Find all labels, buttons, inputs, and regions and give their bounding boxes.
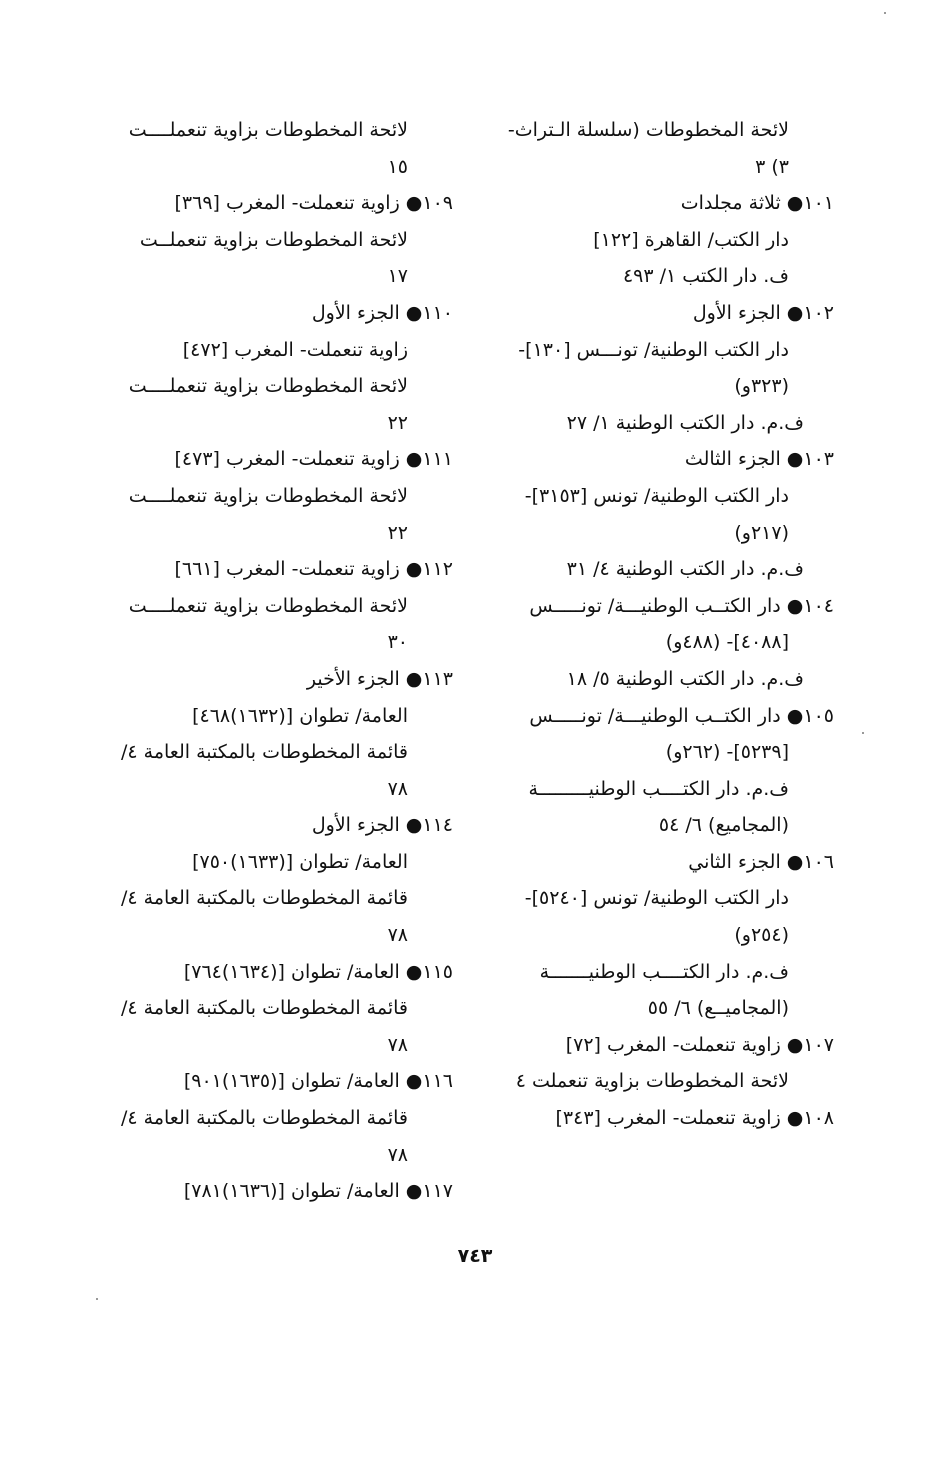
entry-line: قائمة المخطوطات بالمكتبة العامة ٤/ — [120, 887, 408, 910]
entry-heading: ١١٥● العامة/ تطوان [(١٦٣٤)٧٦٤] — [183, 960, 453, 983]
entry-line: (٢١٧و) — [734, 521, 789, 544]
entry-line: لائحة المخطوطات بزاوية تنعملت ٤ — [515, 1070, 789, 1093]
entry-line: دار الكتب الوطنية/ تونس [٣١٥٣]- — [524, 484, 789, 507]
entry-line: ف. دار الكتب ١/ ٤٩٣ — [622, 265, 789, 288]
entry-line: (المجاميع) ٦/ ٥٤ — [658, 814, 789, 837]
entry-line: دار الكتب الوطنية/ تونس [٥٢٤٠]- — [524, 887, 789, 910]
page-number: ٧٤٣ — [457, 1245, 493, 1267]
entry-line: دار الكتب الوطنية/ تونـــس [١٣٠]- — [518, 338, 789, 361]
entry-line: العامة/ تطوان [(١٦٣٢)٤٦٨] — [192, 704, 408, 727]
entry-heading: ١١٤● الجزء الأول — [311, 814, 453, 837]
entry-line: العامة/ تطوان [(١٦٣٣)٧٥٠] — [192, 850, 408, 873]
scan-speck — [862, 732, 864, 734]
entry-line: لائحة المخطوطات بزاوية تنعملــــت — [128, 119, 408, 141]
left-column — [108, 112, 453, 1210]
entry-line: لائحة المخطوطات بزاوية تنعملــــت — [128, 594, 408, 617]
entry-line: لائحة المخطوطات (سلسلة الـتراث- — [507, 119, 789, 141]
entry-line: ف.م. دار الكتب الوطنية ١/ ٢٧ — [566, 411, 804, 434]
entry-heading: ١٠٨● زاوية تنعملت- المغرب [٣٤٣] — [555, 1107, 834, 1130]
entry-line: ف.م. دار الكتب الوطنية ٤/ ٣١ — [566, 558, 804, 581]
entry-line: لائحة المخطوطات بزاوية تنعملــــت — [128, 375, 408, 398]
entry-line: قائمة المخطوطات بالمكتبة العامة ٤/ — [120, 741, 408, 764]
entry-heading: ١٠٩● زاوية تنعملت- المغرب [٣٦٩] — [174, 192, 453, 215]
entry-heading: ١١٠● الجزء الأول — [311, 301, 453, 324]
entry-line: ٣) ٣ — [755, 155, 789, 178]
entry-line: ٢٢ — [387, 411, 408, 434]
entry-line: ف.م. دار الكتــــب الوطنيـــــــــة — [528, 777, 789, 800]
entry-line: [٤٠٨٨]- (٤٨٨و) — [665, 631, 789, 654]
entry-line: ٧٨ — [387, 1033, 408, 1056]
entry-line: ٧٨ — [387, 924, 408, 947]
entry-line: قائمة المخطوطات بالمكتبة العامة ٤/ — [120, 997, 408, 1020]
entry-line: قائمة المخطوطات بالمكتبة العامة ٤/ — [120, 1107, 408, 1130]
entry-heading: ١٠٧● زاوية تنعملت- المغرب [٧٢] — [565, 1033, 834, 1056]
entry-line: (٣٢٣و) — [734, 375, 789, 398]
entry-heading: ١١٧● العامة/ تطوان [(١٦٣٦)٧٨١] — [183, 1180, 453, 1203]
entry-line: [٥٢٣٩]- (٢٦٢و) — [665, 741, 789, 764]
right-column — [488, 112, 834, 1137]
entry-line: لائحة المخطوطات بزاوية تنعملــــت — [128, 484, 408, 507]
entry-line: ٢٢ — [387, 521, 408, 544]
entry-heading: ١١٢● زاوية تنعملت- المغرب [٦٦١] — [174, 558, 453, 581]
entry-heading: ١٠٥● دار الكتــب الوطنيـــة/ تونـــــس — [529, 704, 834, 727]
entry-line: ٧٨ — [387, 1143, 408, 1166]
entry-line: زاوية تنعملت- المغرب [٤٧٢] — [182, 338, 408, 361]
entry-heading: ١٠٣● الجزء الثالث — [684, 448, 834, 471]
entry-line: ٧٨ — [387, 777, 408, 800]
entry-line: ف.م. دار الكتــــب الوطنيـــــــة — [539, 960, 789, 983]
entry-heading: ١١٣● الجزء الأخير — [306, 667, 453, 690]
entry-line: ف.م. دار الكتب الوطنية ٥/ ١٨ — [566, 667, 804, 690]
entry-line: ٣٠ — [387, 631, 408, 654]
entry-heading: ١٠٦● الجزء الثاني — [688, 850, 834, 873]
scan-speck — [96, 1298, 98, 1300]
entry-heading: ١٠١● ثلاثة مجلدات — [680, 192, 834, 215]
entry-heading: ١٠٢● الجزء الأول — [692, 301, 834, 324]
entry-heading: ١٠٤● دار الكتــب الوطنيـــة/ تونـــــس — [529, 594, 834, 617]
entry-line: ١٥ — [387, 155, 408, 178]
entry-heading: ١١٦● العامة/ تطوان [(١٦٣٥)٩٠١] — [183, 1070, 453, 1093]
entry-line: دار الكتب/ القاهرة [١٢٢] — [593, 228, 789, 251]
scan-speck — [884, 12, 886, 14]
entry-line: ١٧ — [387, 265, 408, 288]
entry-line: (المجاميــع) ٦/ ٥٥ — [647, 997, 789, 1020]
entry-line: لائحة المخطوطات بزاوية تنعملــت — [139, 228, 408, 251]
entry-line: (٢٥٤و) — [734, 924, 789, 947]
entry-heading: ١١١● زاوية تنعملت- المغرب [٤٧٣] — [174, 448, 453, 471]
